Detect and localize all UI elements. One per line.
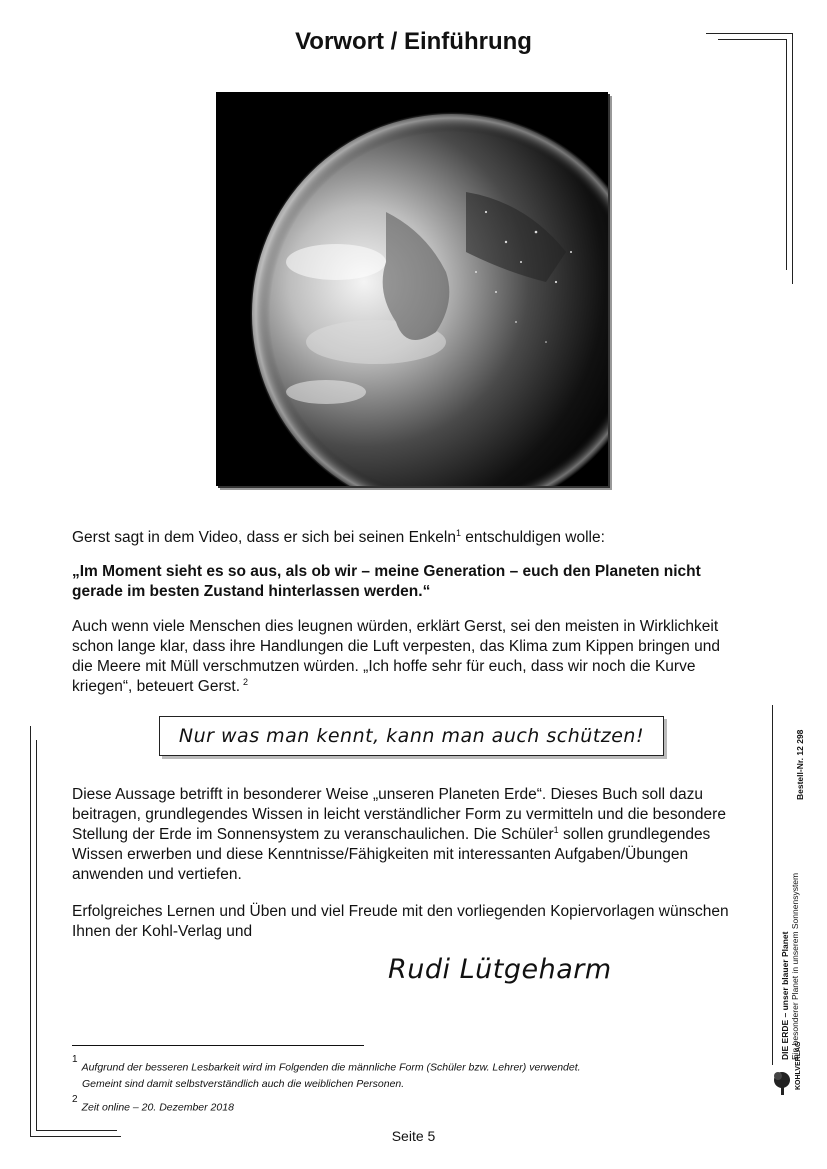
side-order-number: Bestell-Nr. 12 298 [795, 729, 805, 800]
logo-text: KOHLVERLAG [795, 1041, 802, 1090]
intro-paragraph: Gerst sagt in dem Video, dass er sich bei seinen Enkeln$^1$ entschuldigen wolle: [72, 527, 605, 546]
footnote-2: $^2$Zeit online – 20. Dezember 2018 [72, 1094, 234, 1114]
page-title: Vorwort / Einführung [295, 28, 532, 55]
footnote-1: $^1$Aufgrund der besseren Lesbarkeit wird im Folgenden die männliche Form (Schüler bzw. Lehrer) verwendet. [72, 1054, 581, 1074]
side-divider [772, 705, 774, 1065]
gerst-quote: „Im Moment sieht es so aus, als ob wir – meine Generation – euch den Planeten nicht gerade im besten Zustand hinterlassen werden.“ [72, 563, 701, 600]
side-title: DIE ERDE – unser blauer Planet [780, 931, 790, 1060]
motto-box: Nur was man kennt, kann man auch schützen! [159, 716, 664, 756]
side-subtitle: Ein besonderer Planet in unserem Sonnensystem [790, 872, 800, 1060]
frame-top-right-inner [718, 39, 787, 270]
footnote-divider [72, 1045, 364, 1046]
page-number: Seite 5 [391, 1128, 436, 1144]
footnote-1-continued: Gemeint sind damit selbstverständlich auch die weiblichen Personen. [82, 1078, 405, 1090]
author-signature: Rudi Lütgeharm [388, 954, 612, 985]
paragraph-greeting: Erfolgreiches Lernen und Üben und viel Freude mit den vorliegenden Kopiervorlagen wünschen Ihnen der Kohl-Verlag und [72, 903, 729, 940]
paragraph-book-purpose: Diese Aussage betrifft in besonderer Weise „unseren Planeten Erde“. Dieses Buch soll dazu beitragen, grundlegendes Wissen in leicht verständlicher Form zu vermitteln und die besondere Stellung der Erde im Sonnensystem zu veranschaulichen. Die Schüler$^1$ sollen grundlegendes Wissen erwerben und diese Kenntnisse/Fähigkeiten mit interessanten Aufgaben/Übungen anwenden und vertiefen. [72, 786, 726, 883]
side-imprint [780, 873, 800, 1060]
paragraph-gerst: Auch wenn viele Menschen dies leugnen würden, erklärt Gerst, sei den meisten in Wirklichkeit schon lange klar, dass ihre Handlungen die Luft verpesten, das Klima zum Kippen bringen und die Meere mit Müll verschmutzen würden. „Ich hoffe sehr für euch, dass wir noch die Kurve kriegen“, beteuert Gerst. $^2$ [72, 618, 720, 695]
earth-photo-icon [216, 92, 608, 486]
